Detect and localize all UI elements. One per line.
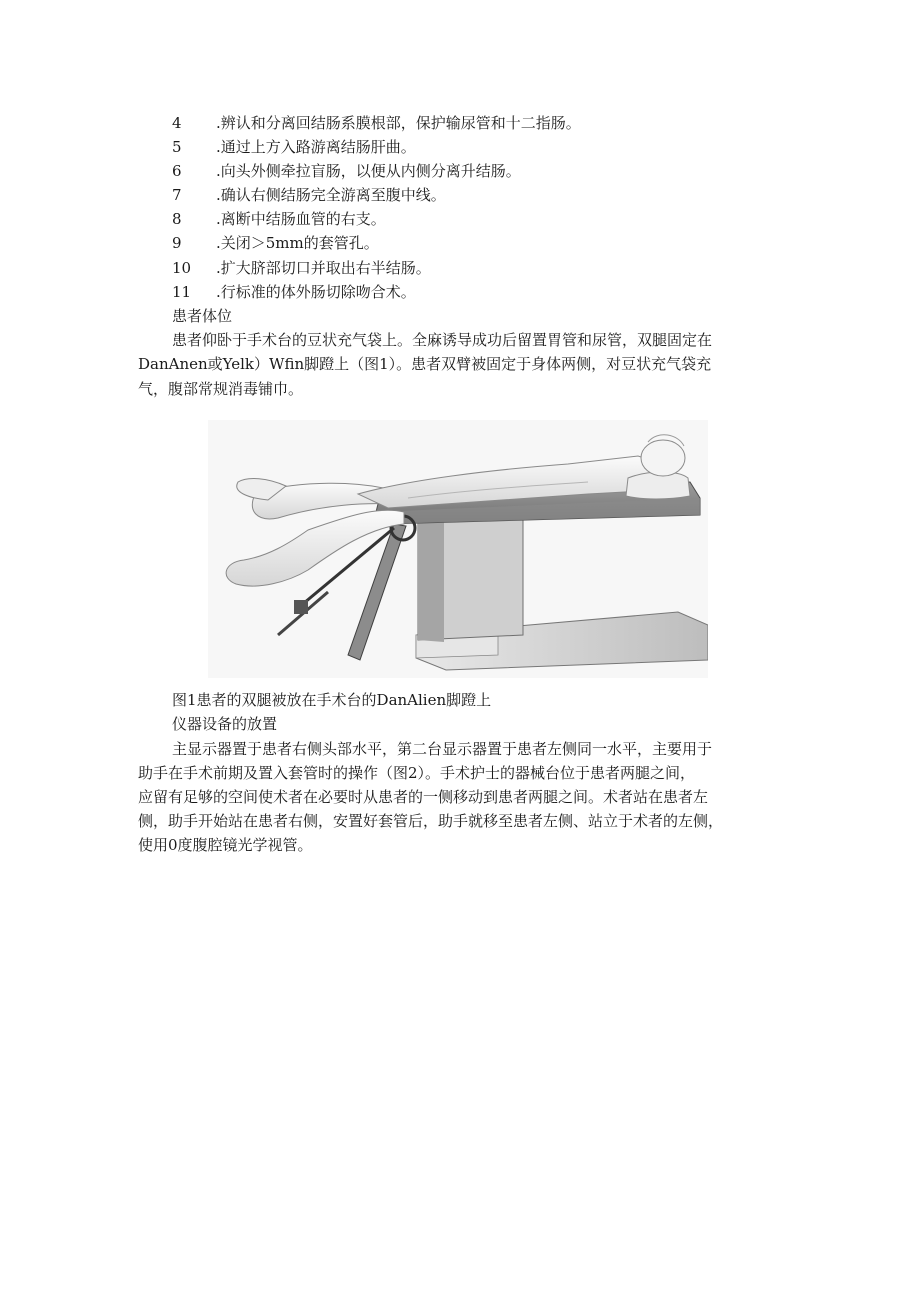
step-text: .辨认和分离回结肠系膜根部，保护输尿管和十二指肠。 [216,114,581,132]
step-number: 7 [172,186,182,204]
step-item [172,111,581,135]
step-text: .关闭＞5mm的套管孔。 [216,234,379,252]
step-number: 10 [172,259,192,277]
step-item [172,280,416,304]
figure-image [208,420,708,678]
step-item [172,159,521,183]
paragraph-line: 助手在手术前期及置入套管时的操作（图2）。手术护士的器械台位于患者两腿之间， [138,764,696,782]
step-text: .通过上方入路游离结肠肝曲。 [216,138,416,156]
patient-position-illustration [208,420,708,678]
step-item [172,256,431,280]
paragraph-line: 应留有足够的空间使术者在必要时从患者的一侧移动到患者两腿之间。术者站在患者左 [138,788,709,806]
figure-caption: 图1患者的双腿被放在手术台的DanAlien脚蹬上 [172,691,492,709]
paragraph-line: 侧，助手开始站在患者右侧，安置好套管后，助手就移至患者左侧、站立于术者的左侧， [138,812,724,830]
section-heading: 仪器设备的放置 [172,715,278,733]
step-number: 11 [172,283,192,301]
step-item [172,135,416,159]
step-text: .行标准的体外肠切除吻合术。 [216,283,416,301]
step-item [172,207,386,231]
step-number: 6 [172,162,182,180]
paragraph-line: 患者仰卧于手术台的豆状充气袋上。全麻诱导成功后留置胃管和尿管，双腿固定在 [172,331,713,349]
step-number: 9 [172,234,182,252]
paragraph-line: 主显示器置于患者右侧头部水平，第二台显示器置于患者左侧同一水平，主要用于 [172,740,713,758]
step-number: 5 [172,138,182,156]
step-text: .向头外侧牵拉盲肠，以便从内侧分离升结肠。 [216,162,521,180]
step-text: .离断中结肠血管的右支。 [216,210,386,228]
step-item [172,183,446,207]
paragraph-line: DanAnen或Yelk）Wfin脚蹬上（图1）。患者双臂被固定于身体两侧，对豆状充气袋充 [138,355,712,373]
step-text: .扩大脐部切口并取出右半结肠。 [216,259,431,277]
paragraph-line: 气，腹部常规消毒铺巾。 [138,380,304,398]
section-heading: 患者体位 [172,307,233,325]
paragraph-line: 使用0度腹腔镜光学视管。 [138,836,313,854]
step-text: .确认右侧结肠完全游离至腹中线。 [216,186,446,204]
step-item [172,231,379,255]
step-number: 8 [172,210,182,228]
step-number: 4 [172,114,182,132]
